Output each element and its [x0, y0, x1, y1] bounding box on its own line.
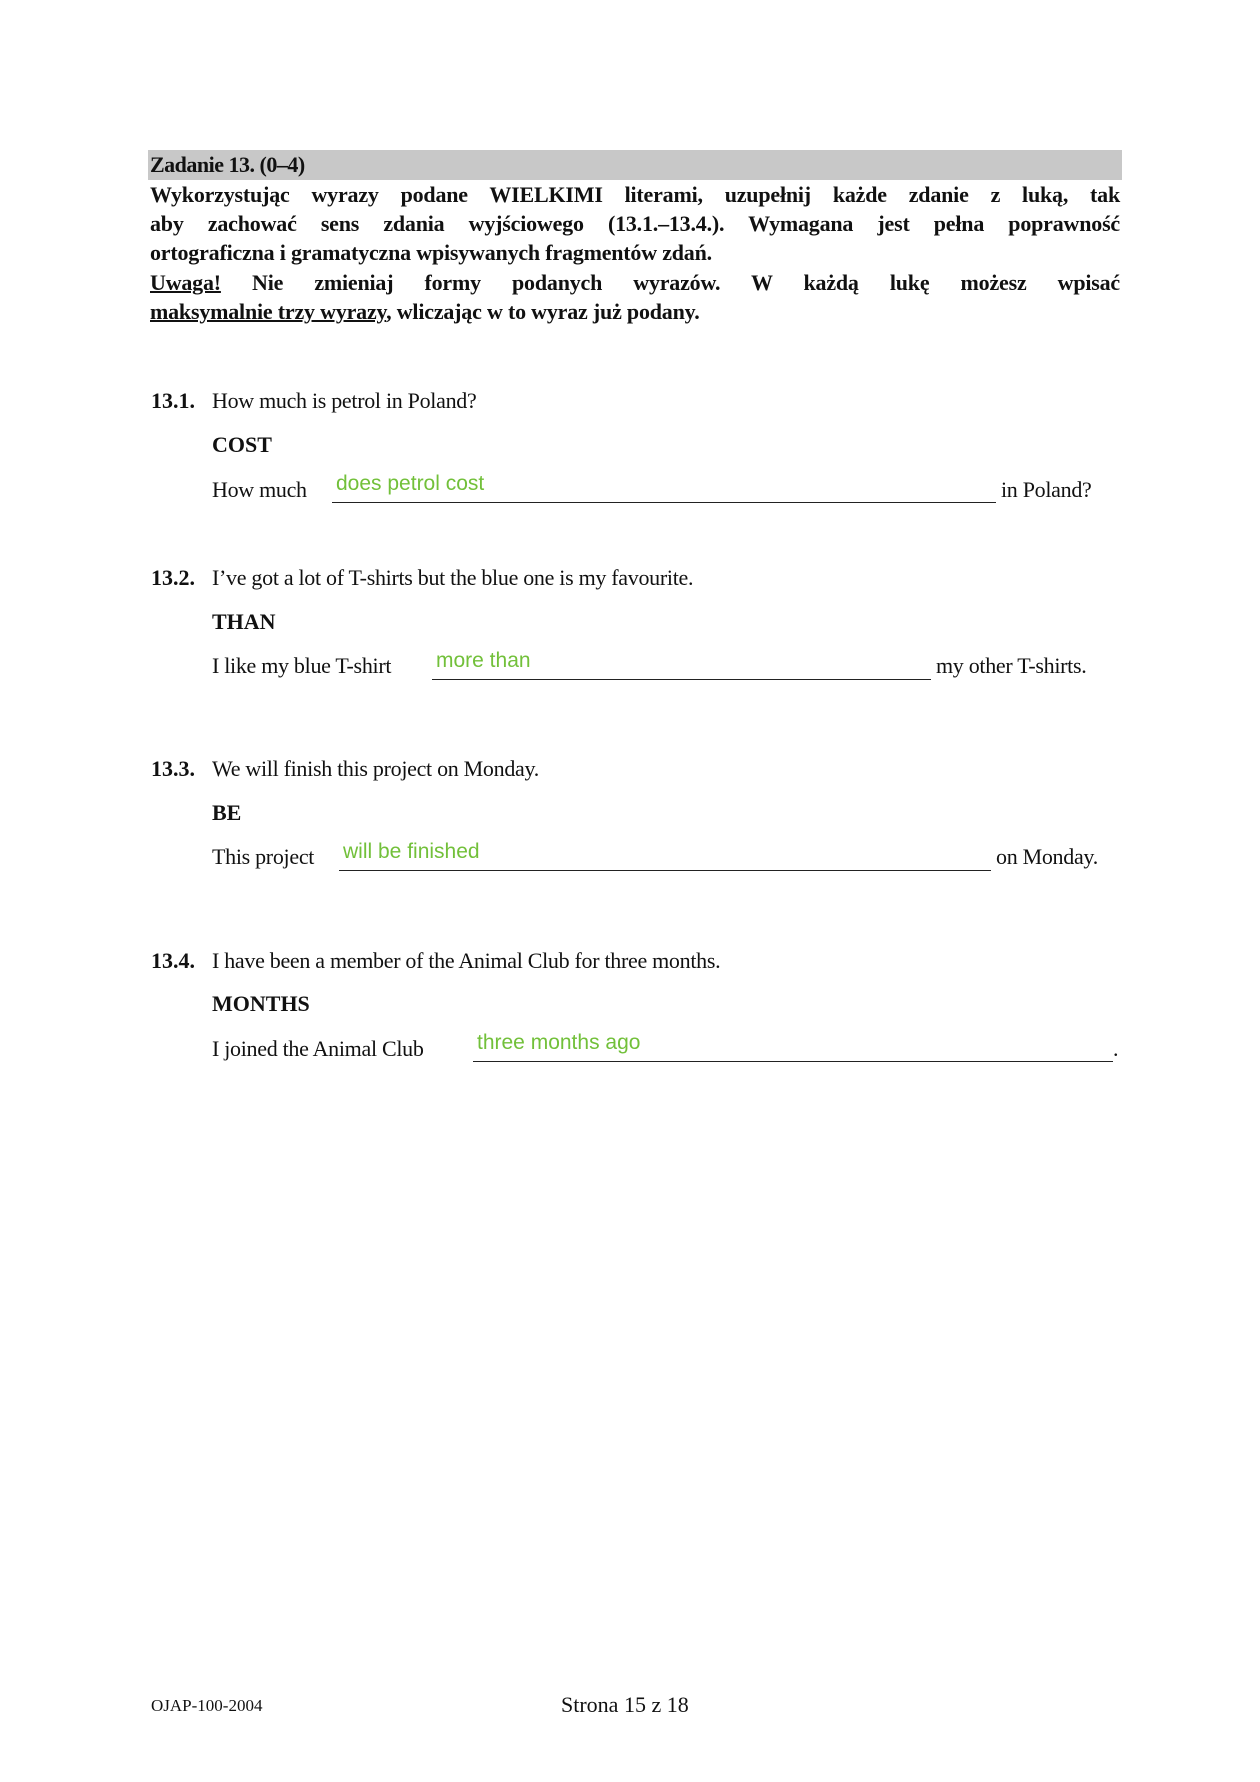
sentence-end: . — [1113, 1036, 1119, 1061]
item-number: 13.1. — [151, 388, 195, 413]
keyword: COST — [212, 432, 272, 457]
answer-gap[interactable] — [473, 1031, 1113, 1062]
source-sentence: We will finish this project on Monday. — [212, 756, 539, 781]
sentence-start: How much — [212, 477, 307, 502]
answer-text: more than — [436, 649, 531, 672]
answer-gap[interactable] — [339, 840, 991, 871]
exam-code: OJAP-100-2004 — [151, 1696, 263, 1715]
answer-text: three months ago — [477, 1031, 641, 1054]
sentence-start: This project — [212, 844, 315, 869]
task-title: Zadanie 13. (0–4) — [150, 152, 305, 177]
sentence-start: I like my blue T-shirt — [212, 653, 392, 678]
item-number: 13.2. — [151, 565, 195, 590]
sentence-start: I joined the Animal Club — [212, 1036, 424, 1061]
sentence-end: in Poland? — [1001, 477, 1092, 502]
instruction-line: Wykorzystując wyrazy podane WIELKIMI literami, uzupełnij każde zdanie z luką, tak — [150, 182, 1120, 207]
sentence-end: on Monday. — [996, 844, 1098, 869]
answer-gap[interactable] — [332, 472, 996, 503]
source-sentence: I’ve got a lot of T-shirts but the blue one is my favourite. — [212, 565, 694, 590]
note-label: Uwaga! — [150, 270, 221, 295]
answer-text: does petrol cost — [336, 472, 485, 495]
instruction-line: aby zachować sens zdania wyjściowego (13.1.–13.4.). Wymagana jest pełna poprawność — [150, 211, 1120, 236]
keyword: THAN — [212, 609, 276, 634]
page-number: Strona 15 z 18 — [561, 1692, 689, 1717]
note-line-2 — [150, 299, 1120, 325]
note-text: Nie zmieniaj formy podanych wyrazów. W każdą lukę możesz wpisać — [220, 270, 1120, 295]
item-number: 13.3. — [151, 756, 195, 781]
note-emphasis: maksymalnie trzy wyrazy — [150, 299, 387, 324]
source-sentence: How much is petrol in Poland? — [212, 388, 477, 413]
keyword: BE — [212, 800, 242, 825]
item-number: 13.4. — [151, 948, 195, 973]
instruction-line: ortograficzna i gramatyczna wpisywanych fragmentów zdań. — [150, 240, 712, 265]
sentence-end: my other T-shirts. — [936, 653, 1087, 678]
note-text-rest: , wliczając w to wyraz już podany. — [386, 299, 700, 324]
keyword: MONTHS — [212, 991, 310, 1016]
note-line — [150, 270, 1120, 296]
answer-gap[interactable] — [432, 649, 931, 680]
answer-text: will be finished — [343, 840, 480, 863]
source-sentence: I have been a member of the Animal Club for three months. — [212, 948, 721, 973]
